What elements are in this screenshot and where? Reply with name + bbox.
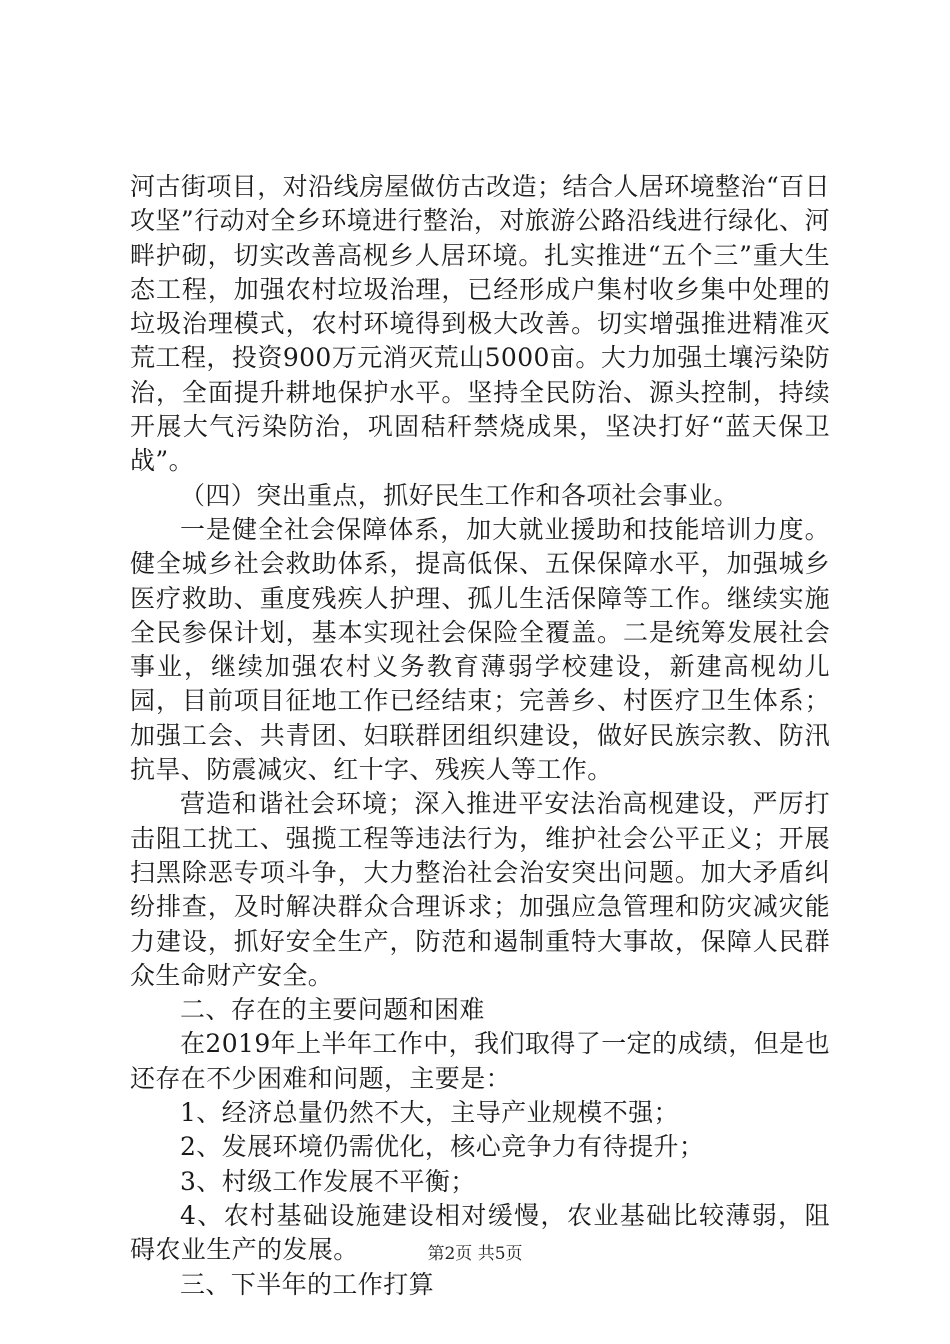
list-item-problem-4: 4、农村基础设施建设相对缓慢，农业基础比较薄弱，阻碍农业生产的发展。 <box>130 1200 830 1265</box>
paragraph-continuation: 河古街项目，对沿线房屋做仿古改造；结合人居环境整治“百日攻坚”行动对全乡环境进行整治，对旅游公路沿线进行绿化、河畔护砌，切实改善高枧乡人居环境。扎实推进“五个三”重大生态工程，加强农村垃圾治理，已经形成户集村收乡集中处理的垃圾治理模式，农村环境得到极大改善。切实增强推进精准灭荒工程，投资900万元消灭荒山5000亩。大力加强土壤污染防治，全面提升耕地保护水平。坚持全民防治、源头控制，持续开展大气污染防治，巩固秸秆禁烧成果，坚决打好“蓝天保卫战”。 <box>130 172 830 476</box>
page-number-footer: 第2页 共5页 <box>427 1244 523 1264</box>
paragraph-social-environment: 营造和谐社会环境；深入推进平安法治高枧建设，严厉打击阻工扰工、强揽工程等违法行为，维护社会公平正义；开展扫黑除恶专项斗争，大力整治社会治安突出问题。加大矛盾纠纷排查，及时解决群众合理诉求；加强应急管理和防灾减灾能力建设，抓好安全生产，防范和遏制重特大事故，保障人民群众生命财产安全。 <box>130 789 830 990</box>
document-body <box>130 170 830 1302</box>
list-item-problem-3: 3、村级工作发展不平衡； <box>180 1166 476 1196</box>
list-item-problem-2: 2、发展环境仍需优化，核心竞争力有待提升； <box>180 1132 705 1162</box>
paragraph-problems-intro: 在2019年上半年工作中，我们取得了一定的成绩，但是也还存在不少困难和问题，主要是： <box>130 1029 830 1093</box>
section-heading-4: （四）突出重点，抓好民生工作和各项社会事业。 <box>180 480 739 510</box>
section-heading-problems: 二、存在的主要问题和困难 <box>180 995 485 1025</box>
list-item-problem-1: 1、经济总量仍然不大，主导产业规模不强； <box>180 1098 679 1128</box>
paragraph-social-security: 一是健全社会保障体系，加大就业援助和技能培训力度。健全城乡社会救助体系，提高低保、五保保障水平，加强城乡医疗救助、重度残疾人护理、孤儿生活保障等工作。继续实施全民参保计划，基本实现社会保险全覆盖。二是统筹发展社会事业，继续加强农村义务教育薄弱学校建设，新建高枧幼儿园，目前项目征地工作已经结束；完善乡、村医疗卫生体系；加强工会、共青团、妇联群团组织建设，做好民族宗教、防汛抗旱、防震减灾、红十字、残疾人等工作。 <box>130 514 830 785</box>
section-heading-plans: 三、下半年的工作打算 <box>180 1269 435 1299</box>
